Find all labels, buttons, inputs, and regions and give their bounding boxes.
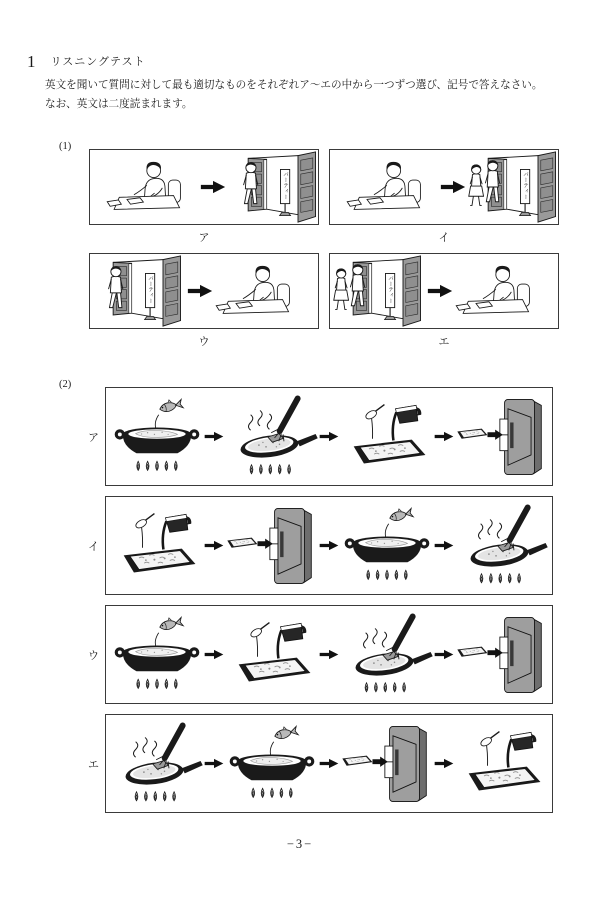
- question1-options: [89, 149, 559, 348]
- sequence-arrow-icon: [434, 756, 454, 771]
- scene-fish-into-pot: [110, 611, 204, 699]
- sequence-arrow-icon: [200, 178, 226, 196]
- sequence-arrow-icon: [319, 538, 339, 553]
- scene-pour-over-tray: [110, 502, 204, 590]
- question2-option-u: [82, 605, 553, 704]
- option-illustration: [89, 149, 319, 225]
- scene-writing-at-desk: [344, 156, 440, 218]
- sequence-arrow-icon: [204, 429, 224, 444]
- scene-fish-into-pot: [225, 720, 319, 808]
- option-label: ウ: [198, 336, 210, 348]
- question2-option-a: [82, 387, 553, 486]
- option-illustration: [105, 605, 553, 704]
- option-label: エ: [88, 758, 99, 771]
- question2-option-e: [82, 714, 553, 813]
- sequence-arrow-icon: [434, 538, 454, 553]
- sequence-arrow-icon: [187, 282, 213, 300]
- sequence-arrow-icon: [440, 178, 466, 196]
- scene-pour-over-tray: [455, 720, 549, 808]
- scene-pour-over-tray: [340, 393, 434, 481]
- question1-label: (1): [59, 141, 72, 152]
- page-number: −3−: [286, 837, 314, 851]
- scene-one-person-at-party-door: [226, 150, 319, 224]
- option-label: イ: [438, 232, 450, 244]
- instruction-line-1: 英文を聞いて質問に対して最も適切なものをそれぞれア〜エの中から一つずつ選び、記号で答えなさい。: [45, 80, 543, 91]
- scene-stir-fry-pan: [225, 393, 319, 481]
- scene-writing-at-desk: [453, 260, 549, 322]
- scene-tray-into-fridge: [455, 611, 549, 699]
- problem-number: 1: [27, 52, 36, 71]
- scene-pour-over-tray: [225, 611, 319, 699]
- question1-option-i: [329, 149, 559, 244]
- option-label: ア: [198, 232, 210, 244]
- scene-tray-into-fridge: [225, 502, 319, 590]
- scene-stir-fry-pan: [455, 502, 549, 590]
- sequence-arrow-icon: [204, 647, 224, 662]
- option-label: エ: [438, 336, 450, 348]
- instruction-line-2: なお、英文は二度読まれます。: [45, 98, 193, 110]
- question2-option-i: [82, 496, 553, 595]
- problem-header: [27, 52, 146, 72]
- sequence-arrow-icon: [319, 429, 339, 444]
- scene-stir-fry-pan: [110, 720, 204, 808]
- scene-two-people-at-party-door: [331, 254, 427, 328]
- question1-option-u: [89, 253, 319, 348]
- option-illustration: [105, 387, 553, 486]
- question2-options: [82, 387, 553, 823]
- sequence-arrow-icon: [434, 647, 454, 662]
- option-label: イ: [88, 540, 99, 553]
- scene-fish-into-pot: [340, 502, 434, 590]
- sequence-arrow-icon: [434, 429, 454, 444]
- scene-writing-at-desk: [104, 156, 200, 218]
- scene-fish-into-pot: [110, 393, 204, 481]
- option-label: ア: [88, 431, 99, 444]
- option-illustration: [329, 253, 559, 329]
- option-illustration: [105, 714, 553, 813]
- option-label: ウ: [88, 649, 99, 662]
- scene-tray-into-fridge: [340, 720, 434, 808]
- sequence-arrow-icon: [319, 756, 339, 771]
- sequence-arrow-icon: [204, 756, 224, 771]
- sequence-arrow-icon: [427, 282, 453, 300]
- question2-label: (2): [59, 379, 72, 390]
- option-illustration: [329, 149, 559, 225]
- scene-two-people-at-party-door: [466, 150, 559, 224]
- sequence-arrow-icon: [204, 538, 224, 553]
- option-illustration: [105, 496, 553, 595]
- scene-tray-into-fridge: [455, 393, 549, 481]
- question1-option-e: [329, 253, 559, 348]
- instructions: [45, 77, 542, 115]
- sequence-arrow-icon: [319, 647, 339, 662]
- scene-one-person-at-party-door: [91, 254, 187, 328]
- scene-writing-at-desk: [213, 260, 309, 322]
- question1-option-a: [89, 149, 319, 244]
- problem-title: リスニングテスト: [50, 56, 146, 68]
- option-illustration: [89, 253, 319, 329]
- scene-stir-fry-pan: [340, 611, 434, 699]
